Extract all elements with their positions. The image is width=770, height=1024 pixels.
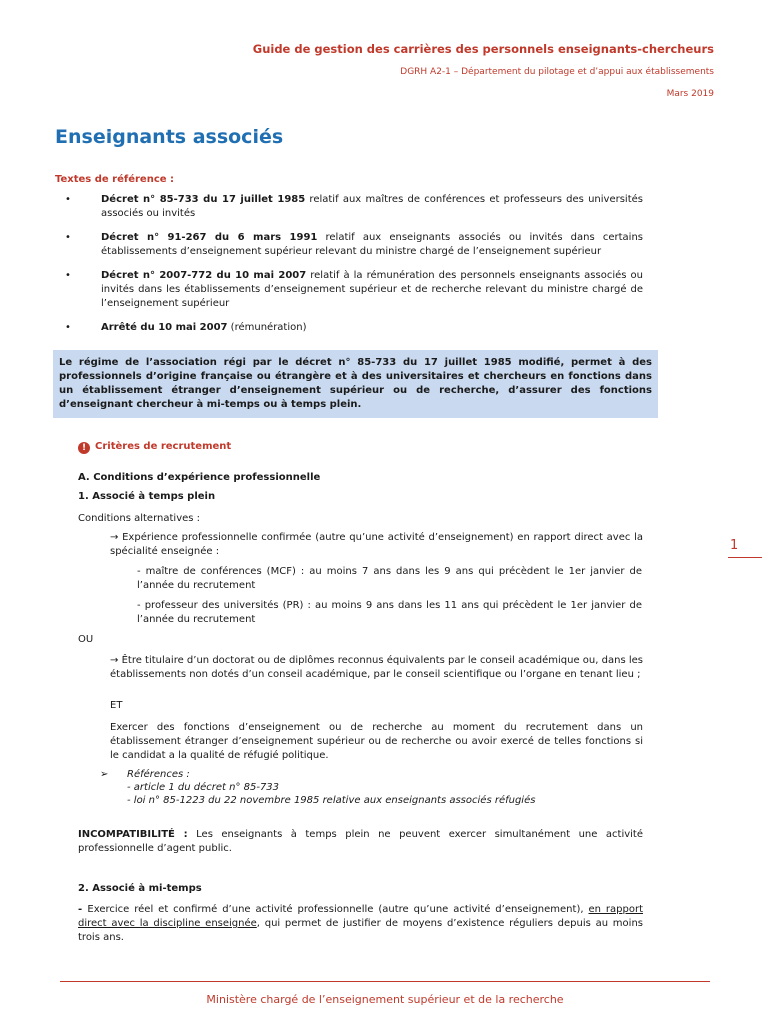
footer-text: Ministère chargé de l’enseignement supérieur et de la recherche — [206, 993, 564, 1006]
reference-article: - article 1 du décret n° 85-733 — [127, 782, 280, 793]
references-label: Textes de référence : — [55, 174, 175, 185]
criteria-heading: ! Critères de recrutement — [78, 441, 231, 454]
reference-law: - loi n° 85-1223 du 22 novembre 1985 relative aux enseignants associés réfugiés — [127, 795, 536, 806]
references-2-label: Références : — [127, 769, 190, 780]
references-marker-icon: ➢ — [100, 769, 109, 780]
bullet-icon: • — [65, 194, 71, 205]
half-time-condition: - Exercice réel et confirmé d’une activité professionnelle (autre qu’une activité d’enseignement), en rapport direct avec la discipline enseignée, qui permet de justifier de moyens d’existence réguliers depuis au moins trois ans. — [78, 904, 643, 943]
reference-item: • Arrêté du 10 mai 2007 (rémunération) — [65, 322, 307, 333]
header-date: Mars 2019 — [666, 89, 714, 99]
pr-condition: - professeur des universités (PR) : au moins 9 ans dans les 11 ans qui précèdent le 1er janvier de l’année du recrutement — [137, 600, 642, 625]
subsection-2-heading: 2. Associé à mi-temps — [78, 883, 202, 894]
page-number-rule — [728, 557, 762, 558]
reference-item: • Décret n° 2007-772 du 10 mai 2007 relatif à la rémunération des personnels enseignants associés ou invités dans les établissements d’enseignement supérieur et de recherche relevant du ministre chargé de l’enseignement supérieur — [65, 270, 643, 309]
or-separator: OU — [78, 634, 94, 645]
footer-divider — [60, 981, 710, 982]
references-list — [55, 193, 643, 345]
highlight-box: Le régime de l’association régi par le décret n° 85-733 du 17 juillet 1985 modifié, permet à des professionnels d’origine française ou étrangère et à des universitaires et chercheurs en fonctions dans un établissement étranger d’enseignement supérieur ou de recherche, d’assurer des fonctions d’enseignant chercheur à mi-temps ou à temps plein. — [53, 350, 658, 418]
exercise-condition: Exercer des fonctions d’enseignement ou de recherche au moment du recrutement dans un établissement étranger d’enseignement supérieur ou de recherche ou avoir exercé de telles fonctions si le candidat a la qualité de réfugié politique. — [110, 722, 643, 761]
exclamation-icon: ! — [78, 442, 90, 454]
page-title: Enseignants associés — [55, 126, 284, 148]
mcf-condition: - maître de conférences (MCF) : au moins 7 ans dans les 9 ans qui précèdent le 1er janvier de l’année du recrutement — [137, 566, 642, 591]
doctorate-condition: → Être titulaire d’un doctorat ou de diplômes reconnus équivalents par le conseil académique ou, dans les établissements non dotés d’un conseil académique, par le conseil scientifique ou l’organe en tenant lieu ; — [110, 655, 643, 680]
section-a-heading: A. Conditions d’expérience professionnelle — [78, 472, 321, 483]
header-department: DGRH A2-1 – Département du pilotage et d’appui aux établissements — [400, 67, 714, 77]
and-separator: ET — [110, 700, 123, 711]
subsection-1-heading: 1. Associé à temps plein — [78, 491, 216, 502]
alternatives-label: Conditions alternatives : — [78, 513, 201, 524]
bullet-icon: • — [65, 322, 71, 333]
incompatibility-note: INCOMPATIBILITÉ : Les enseignants à temps plein ne peuvent exercer simultanément une activité professionnelle d’agent public. — [78, 829, 643, 854]
experience-condition: → Expérience professionnelle confirmée (autre qu’une activité d’enseignement) en rapport direct avec la spécialité enseignée : — [110, 532, 643, 557]
bullet-icon: • — [65, 232, 71, 243]
header-title: Guide de gestion des carrières des personnels enseignants-chercheurs — [252, 42, 714, 56]
reference-item: • Décret n° 85-733 du 17 juillet 1985 relatif aux maîtres de conférences et professeurs des universités associés ou invités — [65, 194, 643, 219]
bullet-icon: • — [65, 270, 71, 281]
page-number: 1 — [730, 538, 739, 553]
reference-item: • Décret n° 91-267 du 6 mars 1991 relatif aux enseignants associés ou invités dans certains établissements d’enseignement supérieur relevant du ministre chargé de l’enseignement supérieur — [65, 232, 643, 257]
